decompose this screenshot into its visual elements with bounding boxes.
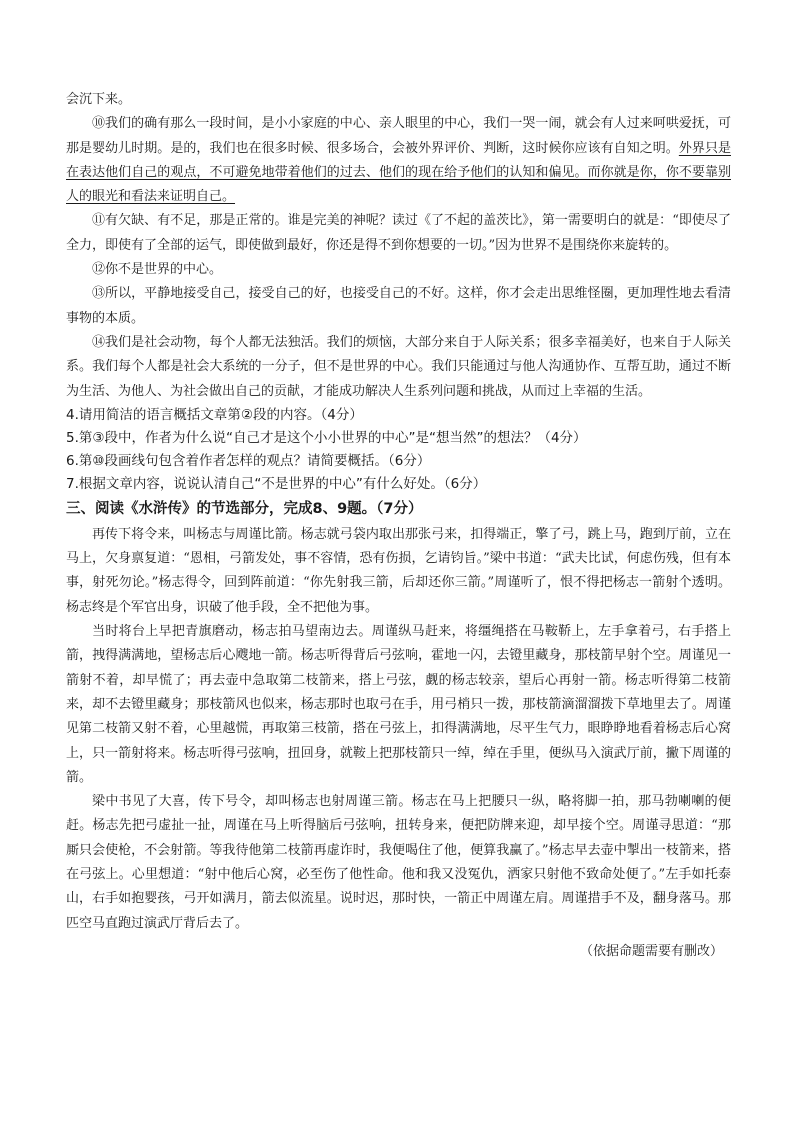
underlined-sentence: 外界只是在表达他们自己的观点，不可避免地带着他们的过去、他们的现在给予他们的认知和偏见。而你就是你，你不要靠别人的眼光和看法来证明自己。 (66, 140, 731, 205)
paragraph-12: ⑫你不是世界的中心。 (92, 262, 223, 278)
paragraph-11: ⑪有欠缺、有不足，那是正常的。谁是完美的神呢？读过《了不起的盖茨比》，第一需要明白的就是：“即使尽了全力，即使有了全部的运气，即使做到最好，你还是得不到你想要的一切。”因为世界不是围绕你来旋转的。 (66, 213, 731, 253)
source-note: （依据命题需要有删改） (579, 943, 723, 959)
question-7: 7.根据文章内容，说说认清自己“不是世界的中心”有什么好处。（6分） (66, 475, 487, 492)
paragraph-13: ⑬所以，平静地接受自己，接受自己的好，也接受自己的不好。这样，你才会走出思维怪圈，更加理性地去看清事物的本质。 (66, 286, 731, 326)
paragraph-10 (66, 112, 731, 209)
paragraph-10-text: ⑩我们的确有那么一段时间，是小小家庭的中心、亲人眼里的中心，我们一哭一闹，就会有人过来呵哄爱抚，可那是婴幼儿时期。是的，我们也在很多时候、很多场合，会被外界评价、判断，这时候你应该有自知之明。 (66, 116, 731, 156)
passage-paragraph-2: 当时将台上早把青旗磨动，杨志拍马望南边去。周谨纵马赶来，将缰绳搭在马鞍鞒上，左手拿着弓，右手搭上箭，拽得满满地，望杨志后心飕地一箭。杨志听得背后弓弦响，霍地一闪，去镫里藏身，那枝箭早射个空。周谨见一箭射不着，却早慌了；再去壶中急取第二枝箭来，搭上弓弦，觑的杨志较亲，望后心再射一箭。杨志听得第二枝箭来，却不去镫里藏身；那枝箭风也似来，杨志那时也取弓在手，用弓梢只一拨，那枝箭滴溜溜拨下草地里去了。周谨见第二枝箭又射不着，心里越慌，再取第三枝箭，搭在弓弦上，扣得满满地，尽平生气力，眼睁睁地看着杨志后心窝上，只一箭射将来。杨志听得弓弦响，扭回身，就鞍上把那枝箭只一绰，绰在手里，便纵马入演武厅前，撇下周谨的箭。 (66, 624, 731, 785)
passage-paragraph-3: 梁中书见了大喜，传下号令，却叫杨志也射周谨三箭。杨志在马上把腰只一纵，略将脚一拍，那马勃喇喇的便赶。杨志先把弓虚扯一扯，周谨在马上听得脑后弓弦响，扭转身来，便把防牌来迎，却早接个空。周谨寻思道：“那厮只会使枪，不会射箭。等我待他第二枝箭再虚诈时，我便喝住了他，便算我赢了。”杨志早去壶中掣出一枝箭来，搭在弓弦上。心里想道：“射中他后心窝，必至伤了他性命。他和我又没冤仇，洒家只射他不致命处便了。”左手如托泰山，右手如抱婴孩，弓开如满月，箭去似流星。说时迟，那时快，一箭正中周谨左肩。周谨措手不及，翻身落马。那匹空马直跑过演武厅背后去了。 (66, 794, 731, 931)
passage-paragraph-1: 再传下将令来，叫杨志与周谨比箭。杨志就弓袋内取出那张弓来，扣得端正，擎了弓，跳上马，跑到厅前，立在马上，欠身禀复道：“恩相，弓箭发处，事不容情，恐有伤损，乞请钧旨。”梁中书道：“武夫比试，何虑伤残，但有本事，射死勿论。”杨志得令，回到阵前道：“你先射我三箭，后却还你三箭。”周谨听了，恨不得把杨志一箭射个透明。杨志终是个军官出身，识破了他手段，全不把他为事。 (66, 526, 731, 615)
paragraph-14: ⑭我们是社会动物，每个人都无法独活。我们的烦恼，大部分来自于人际关系；很多幸福美好，也来自于人际关系。我们每个人都是社会大系统的一分子，但不是世界的中心。我们只能通过与他人沟通协作、互帮互助，通过不断为生活、为他人、为社会做出自己的贡献，才能成功解决人生系列问题和挑战，从而过上幸福的生活。 (66, 334, 731, 399)
question-4: 4.请用简洁的语言概括文章第②段的内容。（4分） (66, 406, 363, 423)
section-heading: 三、阅读《水浒传》的节选部分，完成8、9题。（7分） (66, 500, 423, 517)
question-6: 6.第⑩段画线句包含着作者怎样的观点？请简要概括。（6分） (66, 452, 431, 469)
question-5: 5.第③段中，作者为什么说“自己才是这个小小世界的中心”是“想当然”的想法？（4分） (66, 429, 587, 446)
continuation-line: 会沉下来。 (66, 92, 132, 107)
document-page (66, 88, 731, 964)
